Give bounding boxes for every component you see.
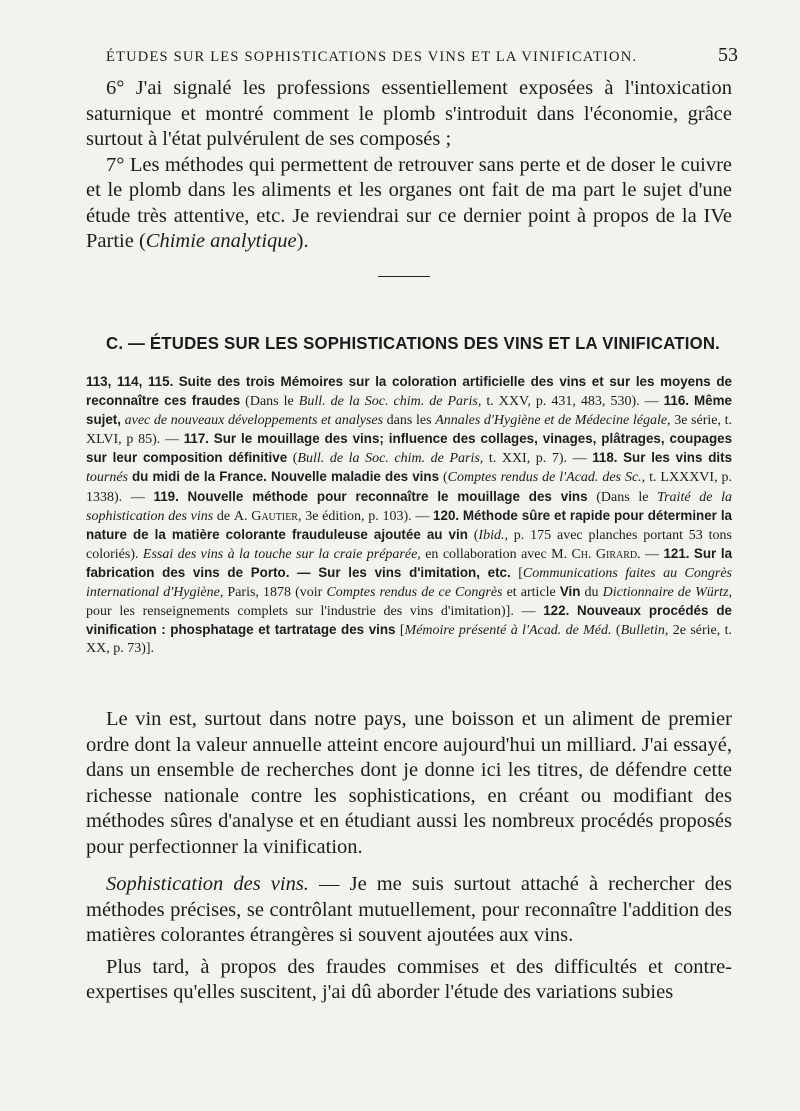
ref-text: p. 175 avec planches portant 53 tons coloriés). <box>86 527 732 562</box>
paragraph-sophistication <box>86 872 732 949</box>
ref-number-117: 117. <box>183 431 210 447</box>
separator-rule <box>378 276 430 277</box>
top-paragraphs <box>86 76 732 255</box>
ref-italic: Dictionnaire de Würtz, <box>602 585 733 601</box>
paragraph-item-7-text: 7° Les méthodes qui permettent de retrouver sans perte et de doser le cuivre et le plomb dans les aliments et les organes ont fait de ma part le sujet d'une étude très attentive, etc. Je reviendrai sur ce dernier point à propos de la IVe Partie ( <box>86 153 732 252</box>
page-number: 53 <box>718 44 738 66</box>
ref-number-120: 120. <box>433 507 460 523</box>
ref-text: (Dans le <box>240 394 299 410</box>
ref-italic: Traité de la sophistication des vins <box>86 489 732 524</box>
ref-number-116: 116. <box>663 393 689 409</box>
ref-italic: Essai des vins à la touche sur la craie préparée, <box>142 546 421 562</box>
ref-number-121: 121. <box>663 545 690 561</box>
ref-text: pour les renseignements complets sur l'industrie des vins d'imitation)]. — <box>86 604 544 620</box>
section-heading: C. — ÉTUDES SUR LES SOPHISTICATIONS DES VINS ET LA VINIFICATION. <box>106 333 721 353</box>
bottom-paragraphs-2 <box>86 872 732 1006</box>
ref-title-118b: du midi de la France. Nouvelle maladie des vins <box>131 469 440 485</box>
ref-text: ( <box>611 623 621 639</box>
ref-author: M. Ch. Girard <box>551 546 638 562</box>
ref-number-119: 119. <box>153 488 179 504</box>
paragraph-wine-intro: Le vin est, surtout dans notre pays, une boisson et un aliment de premier ordre dont la valeur annuelle atteint encore aujourd'hui un milliard. J'ai essayé, dans un ensemble de recherches dont je donne ici les titres, de défendre cette richesse nationale contre les sophistications, en créant ou modifiant des méthodes sûres d'analyse et en étudiant aussi les nombreux procédés proposés pour perfectionner la vinification. <box>86 708 732 858</box>
ref-title-120: Méthode sûre et rapide pour déterminer la nature de la matière colorante frauduleuse ajoutée au vin <box>86 507 733 542</box>
ref-text: [ <box>510 565 523 581</box>
ref-italic: Comptes rendus de ce Congrès <box>326 585 503 601</box>
ref-italic: Bull. de la Soc. chim. de Paris, <box>298 394 482 410</box>
paragraph-sophistication-title: Sophistication des vins. <box>106 873 309 895</box>
ref-bold-vin: Vin <box>559 584 581 600</box>
ref-title-116: Même sujet, <box>86 393 732 428</box>
ref-text: ( <box>439 470 448 486</box>
ref-text: de <box>213 508 234 524</box>
ref-italic: Comptes rendus de l'Acad. des Sc., <box>447 470 646 486</box>
ref-italic: Mémoire présenté à l'Acad. de Méd. <box>404 623 612 639</box>
ref-title-118: Sur les vins dits <box>623 450 733 466</box>
ref-italic: Bulletin, <box>620 623 669 639</box>
ref-text: dans les <box>383 413 436 429</box>
paragraph-item-7 <box>86 153 732 255</box>
bottom-paragraphs <box>86 707 732 860</box>
ref-text: ( <box>287 451 298 467</box>
ref-italic: Communications faites au Congrès international d'Hygiène, <box>86 565 733 601</box>
ref-italic: Ibid., <box>478 527 508 543</box>
ref-text: t. LXXXVI, p. 1338). — <box>86 470 733 505</box>
running-title: ÉTUDES SUR LES SOPHISTICATIONS DES VINS ET LA VINIFICATION. <box>106 49 638 65</box>
paragraph-later: Plus tard, à propos des fraudes commises et des difficultés et contre-expertises qu'elles suscitent, j'ai dû aborder l'étude des variations subies <box>86 955 732 1003</box>
ref-text: t. XXV, p. 431, 483, 530). — <box>481 394 664 410</box>
ref-italic: Bull. de la Soc. chim. de Paris, <box>297 451 484 467</box>
ref-italic: avec de nouveaux développements et analyses <box>124 413 384 429</box>
paragraph-item-6: 6° J'ai signalé les professions essentiellement exposées à l'intoxication saturnique et montré comment le plomb s'introduit dans l'économie, grâce surtout à l'état pulvérulent de ses composés ; <box>86 77 732 150</box>
ref-title-117: Sur le mouillage des vins; influence des collages, vinages, plâtrages, coupages sur leur composition définitive <box>86 431 733 466</box>
ref-text: [ <box>395 623 405 639</box>
ref-author: A. Gautier <box>233 508 298 524</box>
running-header <box>106 44 738 67</box>
ref-italic: Annales d'Hygiène et de Médecine légale, <box>435 413 671 429</box>
ref-text: Paris, 1878 (voir <box>223 585 327 601</box>
ref-number-122: 122. <box>543 603 570 619</box>
paragraph-item-7-end: ). <box>296 230 309 252</box>
ref-number-118: 118. <box>592 450 618 466</box>
ref-title-113: Suite des trois Mémoires sur la coloration artificielle des vins et sur les moyens de reconnaître ces fraudes <box>86 374 732 409</box>
ref-italic: tournés <box>86 470 128 486</box>
references-block <box>86 373 732 658</box>
ref-text: 3e série, t. XLVI, p 85). — <box>86 413 733 448</box>
ref-text: (Dans le <box>587 489 658 505</box>
ref-text: ( <box>467 527 479 543</box>
ref-numbers-113-115: 113, 114, 115. <box>86 374 174 389</box>
paragraph-sophistication-text: — Je me suis surtout attaché à rechercher des méthodes précises, se contrôlant mutuellement, pour reconnaître l'addition des matières colorantes étrangères si souvent ajoutées aux vins. <box>86 873 733 946</box>
paragraph-item-7-italic: Chimie analytique <box>145 230 297 252</box>
ref-title-121: Sur la fabrication des vins de Porto. — Sur les vins d'imitation, etc. <box>86 545 733 580</box>
reference-list <box>86 373 732 658</box>
ref-text: en collaboration avec <box>420 546 552 562</box>
ref-title-119: Nouvelle méthode pour reconnaître le mouillage des vins <box>187 488 588 504</box>
ref-text: 2e série, t. XX, p. 73)]. <box>86 623 733 657</box>
ref-text: . — <box>637 546 664 562</box>
ref-text: et article <box>502 585 560 601</box>
ref-text: , 3e édition, p. 103). — <box>297 508 434 524</box>
ref-title-122: Nouveaux procédés de vinification : phosphatage et tartratage des vins <box>86 603 732 638</box>
ref-text: du <box>580 585 603 601</box>
ref-text: t. XXI, p. 7). — <box>483 451 593 467</box>
